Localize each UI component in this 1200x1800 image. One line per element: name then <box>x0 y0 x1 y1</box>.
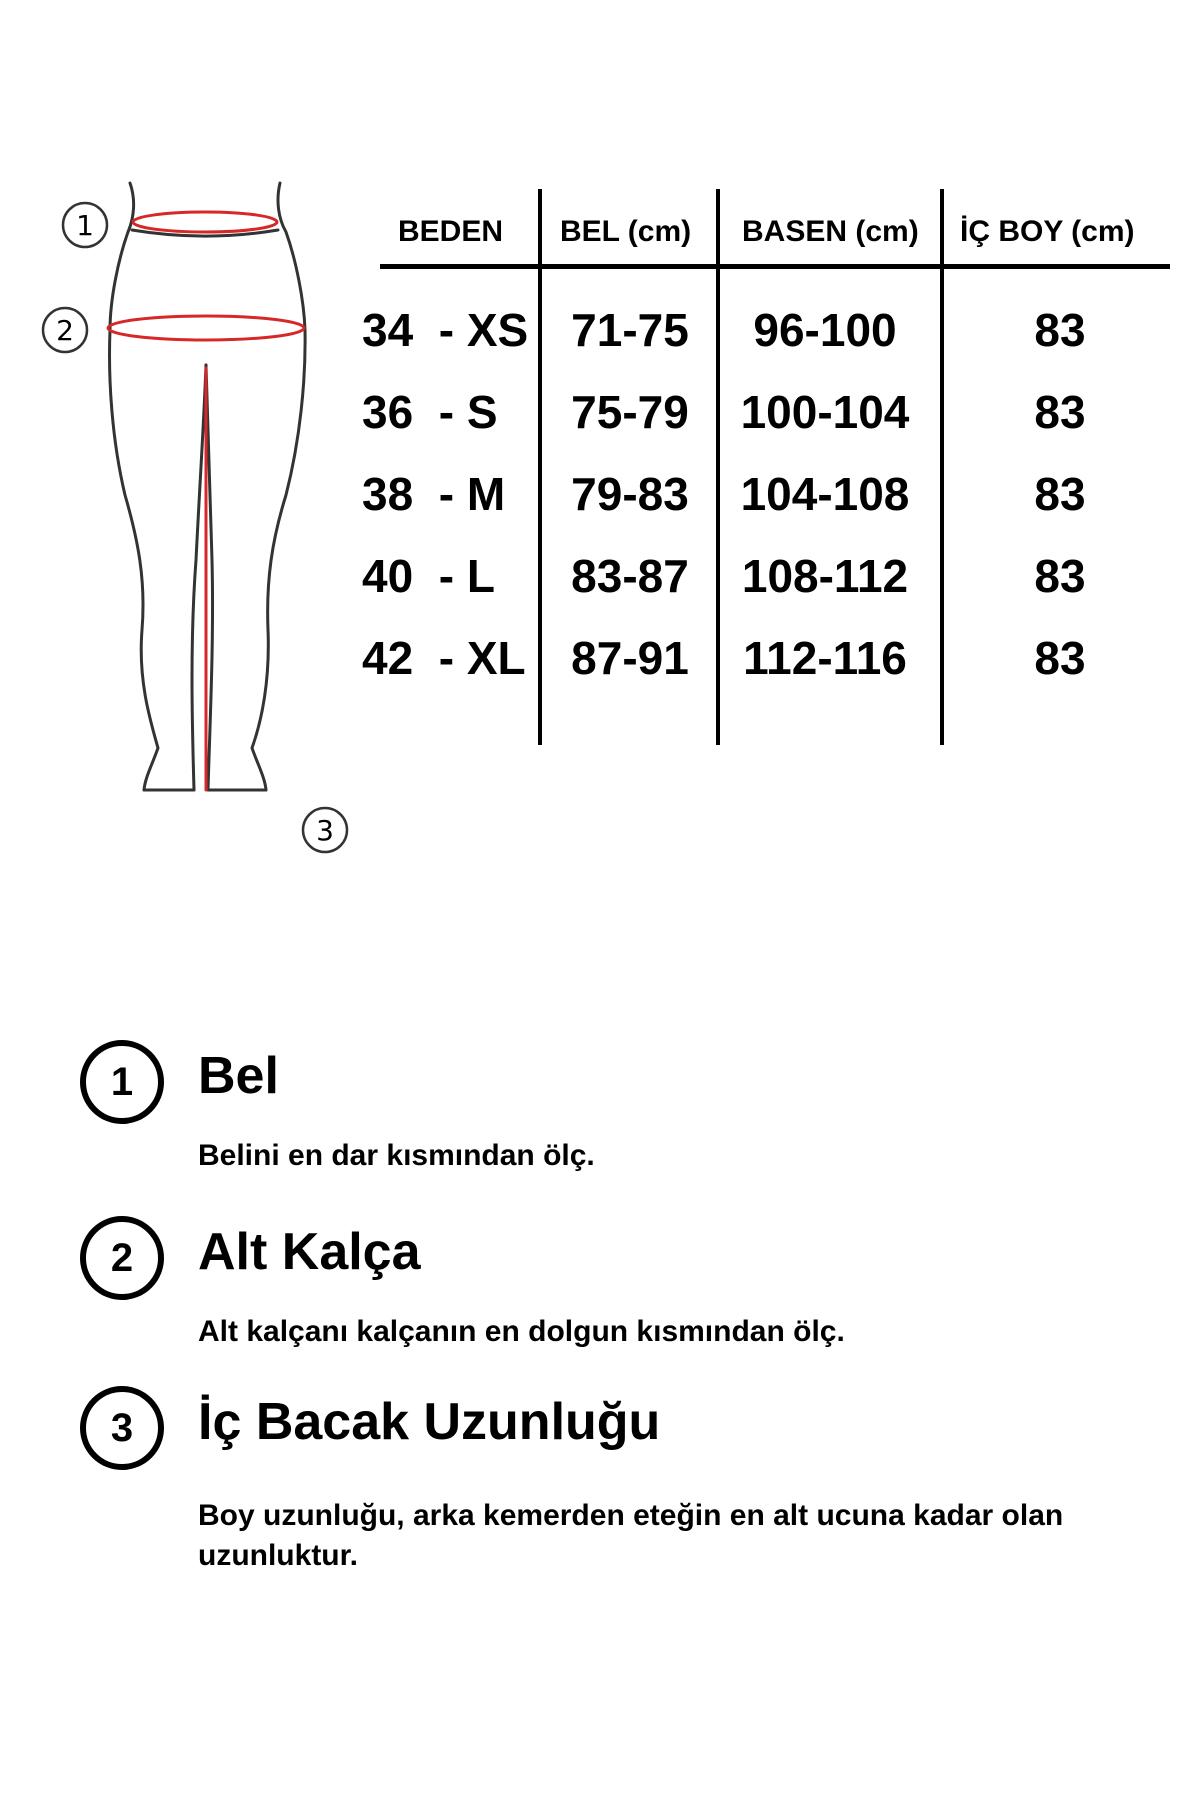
table-row <box>360 549 1170 609</box>
legend-description: Alt kalçanı kalçanın en dolgun kısmından ölç. <box>198 1315 845 1348</box>
svg-text:1: 1 <box>76 209 94 242</box>
waist-measure-line <box>133 212 277 232</box>
header-bel: BEL (cm) <box>560 215 692 248</box>
size-cell: 40 - L <box>362 550 495 602</box>
figure-label-3 <box>303 808 347 852</box>
number-badge: 2 <box>80 1216 164 1300</box>
ic-boy-cell: 83 <box>1034 386 1086 438</box>
header-ic-boy: İÇ BOY (cm) <box>960 215 1135 248</box>
legend-title: Alt Kalça <box>198 1223 421 1281</box>
ic-boy-cell: 83 <box>1034 550 1086 602</box>
header-basen: BASEN (cm) <box>742 215 919 248</box>
size-cell: 36 - S <box>362 386 498 438</box>
figure-label-2 <box>43 308 87 352</box>
basen-cell: 108-112 <box>741 550 909 602</box>
size-chart-table <box>360 185 1170 745</box>
legend-description: Belini en dar kısmından ölç. <box>198 1139 595 1172</box>
ic-boy-cell: 83 <box>1034 632 1086 684</box>
number-badge: 3 <box>80 1386 164 1470</box>
basen-cell: 104-108 <box>740 468 910 520</box>
number-badge: 1 <box>80 1040 164 1124</box>
bel-cell: 75-79 <box>571 386 689 438</box>
basen-cell: 100-104 <box>740 386 910 438</box>
svg-text:3: 3 <box>316 814 334 847</box>
size-cell: 42 - XL <box>362 632 526 684</box>
figure-label-1 <box>63 203 107 247</box>
basen-cell: 96-100 <box>753 304 897 356</box>
bel-cell: 79-83 <box>571 468 689 520</box>
bel-cell: 71-75 <box>571 304 689 356</box>
size-cell: 38 - M <box>362 468 506 520</box>
measure-lines <box>108 212 304 790</box>
table-row <box>360 303 1170 363</box>
table-row <box>360 385 1170 445</box>
bel-cell: 87-91 <box>571 632 689 684</box>
legend-title: İç Bacak Uzunluğu <box>198 1393 661 1451</box>
header-divider <box>380 264 1170 269</box>
bel-cell: 83-87 <box>571 550 689 602</box>
legend-title: Bel <box>198 1047 279 1105</box>
size-cell: 34 - XS <box>362 304 529 356</box>
hip-measure-line <box>108 316 304 340</box>
header-beden: BEDEN <box>398 215 504 248</box>
ic-boy-cell: 83 <box>1034 304 1086 356</box>
basen-cell: 112-116 <box>743 632 907 684</box>
legend-description: Boy uzunluğu, arka kemerden eteğin en alt ucuna kadar olan uzunluktur. <box>198 1499 1064 1572</box>
svg-text:2: 2 <box>56 314 74 347</box>
ic-boy-cell: 83 <box>1034 468 1086 520</box>
table-row <box>360 631 1170 691</box>
table-row <box>360 467 1170 527</box>
